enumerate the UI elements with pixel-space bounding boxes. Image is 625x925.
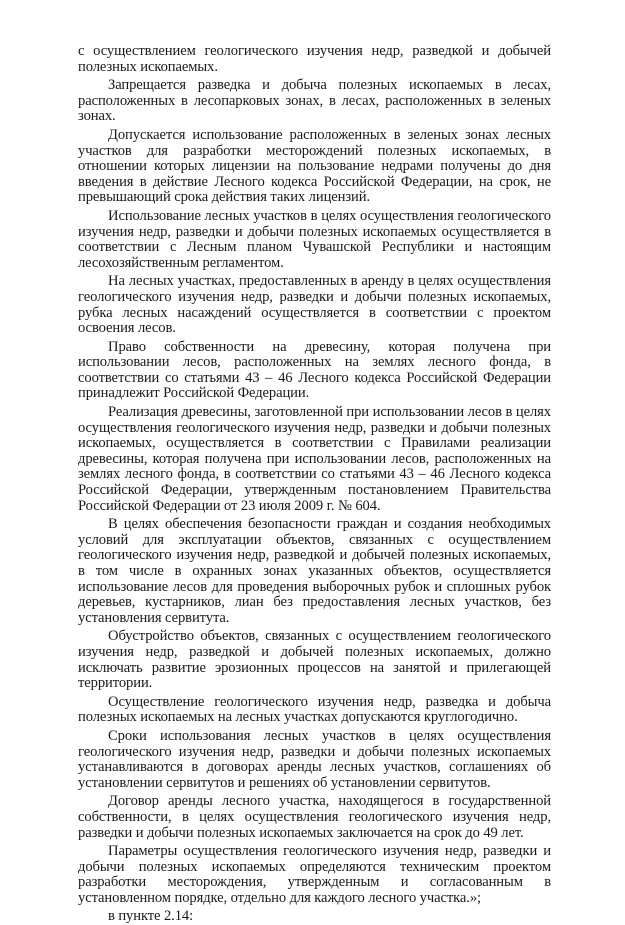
paragraph-forest-plan: Использование лесных участков в целях осуществления геологического изучения недр, разведки и добычи полезных ископаемых осуществляется в соответствии с Лесным планом Чувашской Республики и настоящим лесохозяйственным регламентом. bbox=[78, 207, 551, 271]
paragraph-lease-felling: На лесных участках, предоставленных в аренду в целях осуществления геологического изучения недр, разведки и добычи полезных ископаемых, рубка лесных насаждений осуществляется в соответствии с проектом освоения лесов. bbox=[78, 273, 551, 337]
paragraph-parameters: Параметры осуществления геологического изучения недр, разведки и добычи полезных ископаемых определяются техническим проектом разработки месторождения, утвержденным и согласованным в установленном порядке, отдельно для каждого лесного участка.»; bbox=[78, 843, 551, 906]
paragraph-prohibition: Запрещается разведка и добыча полезных ископаемых в лесах, расположенных в лесопарковых зонах, в лесах, расположенных в зеленых зонах. bbox=[78, 77, 551, 125]
paragraph-permission: Допускается использование расположенных в зеленых зонах лесных участков для разработки месторождений полезных ископаемых, в отношении которых лицензии на пользование недрами получены до дня введения в действие Лесного кодекса Российской Федерации, на срок, не превышающий срока действия таких лицензий. bbox=[78, 126, 551, 206]
paragraph-terms: Сроки использования лесных участков в целях осуществления геологического изучения недр, разведки и добычи полезных ископаемых устанавливаются в договорах аренды лесных участков, соглашениях об установлении сервитутов и решениях об установлении сервитутов. bbox=[78, 727, 551, 791]
paragraph-continuation: с осуществлением геологического изучения недр, разведкой и добычей полезных ископаемых. bbox=[78, 43, 551, 75]
paragraph-erosion: Обустройство объектов, связанных с осуществлением геологического изучения недр, разведкой и добычей полезных ископаемых, должно исключать развитие эрозионных процессов на занятой и прилегающей территории. bbox=[78, 628, 551, 692]
paragraph-safety: В целях обеспечения безопасности граждан и создания необходимых условий для эксплуатации объектов, связанных с осуществлением геологического изучения недр, разведкой и добычей полезных ископаемых, в том числе в охранных зонах указанных объектов, осуществляется использование лесов для проведения выборочных рубок и сплошных рубок деревьев, кустарников, лиан без предоставления лесных участков, без установления сервитута. bbox=[78, 516, 551, 626]
paragraph-year-round: Осуществление геологического изучения недр, разведка и добыча полезных ископаемых на лесных участках допускаются круглогодично. bbox=[78, 693, 551, 726]
paragraph-timber-ownership: Право собственности на древесину, которая получена при использовании лесов, расположенных на землях лесного фонда, в соответствии со статьями 43 – 46 Лесного кодекса Российской Федерации принадлежит Российской Федерации. bbox=[78, 338, 551, 402]
paragraph-timber-sale: Реализация древесины, заготовленной при использовании лесов в целях осуществления геологического изучения недр, разведки и добычи полезных ископаемых, осуществляется в соответствии с Правилами реализации древесины, которая получена при использовании лесов, расположенных на землях лесного фонда, в соответствии со статьями 43 – 46 Лесного кодекса Российской Федерации, утвержденным постановлением Правительства Российской Федерации от 23 июля 2009 г. № 604. bbox=[78, 404, 551, 514]
paragraph-clause-reference: в пункте 2.14: bbox=[108, 908, 194, 925]
paragraph-lease-term: Договор аренды лесного участка, находящегося в государственной собственности, в целях осуществления геологического изучения недр, разведки и добычи полезных ископаемых заключается на срок до 49 лет. bbox=[78, 793, 551, 841]
